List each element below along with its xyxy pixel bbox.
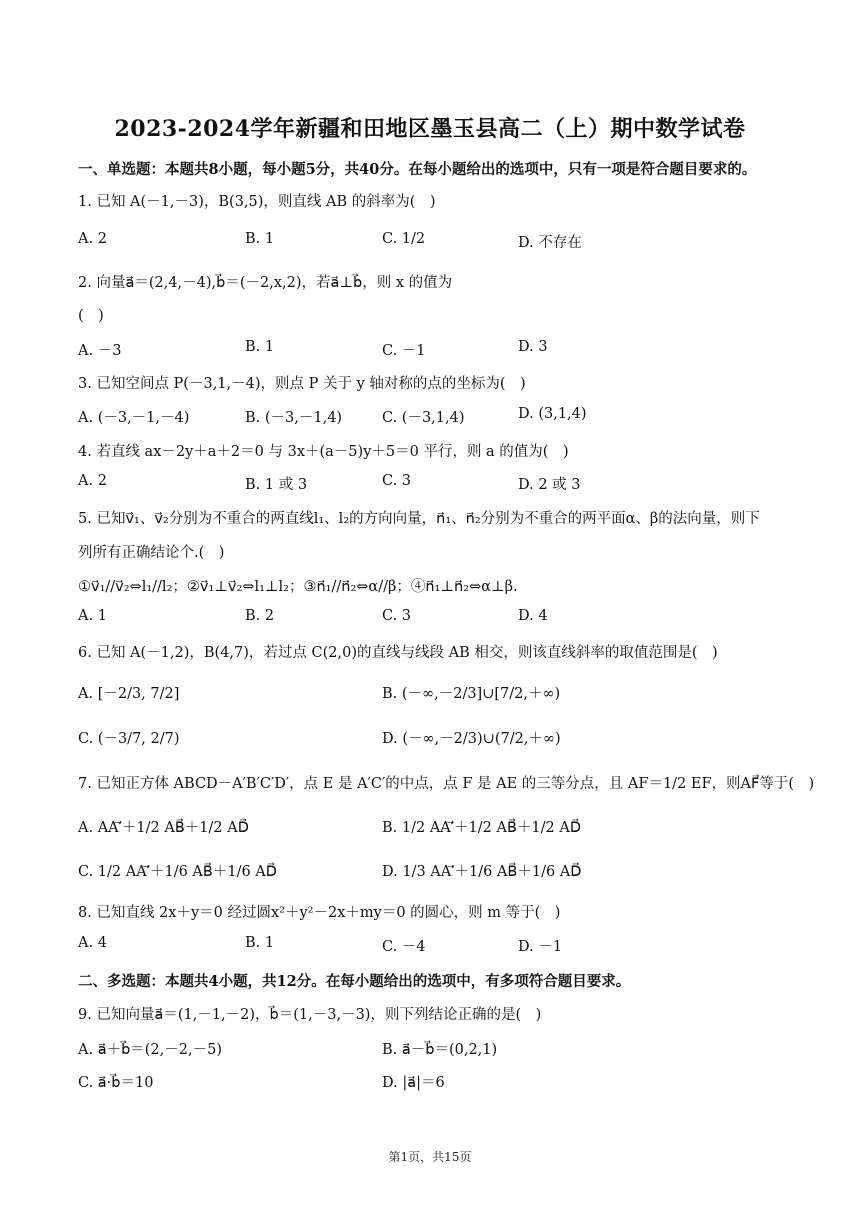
question-7-option-d: D. 1/3 AA′⃗＋1/6 AB⃗＋1/6 AD⃗ <box>382 864 582 880</box>
question-9-option-c: C. a⃗·b⃗＝10 <box>78 1075 154 1091</box>
question-8-option-c: C. －4 <box>382 939 426 955</box>
question-4-stem: 4. 若直线 ax－2y＋a＋2＝0 与 3x＋(a－5)y＋5＝0 平行，则 a 的值为( ) <box>78 444 569 460</box>
section-multiple-choice: 二、多选题：本题共4小题，共12分。在每小题给出的选项中，有多项符合题目要求。 <box>78 973 631 990</box>
question-9-stem: 9. 已知向量a⃗＝(1,－1,－2)，b⃗＝(1,－3,－3)，则下列结论正确的是( ) <box>78 1007 542 1023</box>
question-8-stem: 8. 已知直线 2x＋y＝0 经过圆x²＋y²－2x＋my＝0 的圆心，则 m 等于( ) <box>78 905 561 921</box>
question-2-option-d: D. 3 <box>518 339 548 355</box>
question-8-option-d: D. －1 <box>518 939 563 955</box>
question-4-option-a: A. 2 <box>78 473 107 489</box>
question-4-option-d: D. 2 或 3 <box>518 477 581 493</box>
question-3-stem: 3. 已知空间点 P(－3,1,－4)，则点 P 关于 y 轴对称的点的坐标为( ) <box>78 376 526 392</box>
question-5-option-b: B. 2 <box>245 608 275 624</box>
question-7-option-a: A. AA′⃗＋1/2 AB⃗＋1/2 AD⃗ <box>78 820 249 836</box>
question-2-option-c: C. －1 <box>382 343 426 359</box>
question-4-option-c: C. 3 <box>382 473 412 489</box>
question-5-statements: ①v⃗₁//v⃗₂⇔l₁//l₂；②v⃗₁⊥v⃗₂⇔l₁⊥l₂；③n⃗₁//n⃗₂⇔α//β；④n⃗₁⊥n⃗₂⇔α⊥β. <box>78 579 518 595</box>
question-6-option-d: D. (－∞,－2/3)∪(7/2,＋∞) <box>382 731 561 747</box>
question-5-option-a: A. 1 <box>78 608 107 624</box>
question-9-option-d: D. |a⃗|＝6 <box>382 1075 445 1091</box>
question-5-stem: 5. 已知v⃗₁、v⃗₂分别为不重合的两直线l₁、l₂的方向向量，n⃗₁、n⃗₂分别为不重合的两平面α、β的法向量，则下 <box>78 511 760 527</box>
question-6-option-b: B. (－∞,－2/3]∪[7/2,＋∞) <box>382 686 561 702</box>
question-8-option-b: B. 1 <box>245 935 275 951</box>
question-7-option-c: C. 1/2 AA′⃗＋1/6 AB⃗＋1/6 AD⃗ <box>78 864 277 880</box>
question-1-option-c: C. 1/2 <box>382 231 426 247</box>
question-5-option-d: D. 4 <box>518 608 548 624</box>
question-2-option-b: B. 1 <box>245 339 275 355</box>
question-3-option-b: B. (－3,－1,4) <box>245 410 343 426</box>
question-7-stem: 7. 已知正方体 ABCD－A′B′C′D′，点 E 是 A′C′的中点，点 F 是 AE 的三等分点，且 AF＝1/2 EF，则AF⃗等于( ) <box>78 776 815 792</box>
question-2-stem-cont: ( ) <box>78 308 104 324</box>
question-3-option-a: A. (－3,－1,－4) <box>78 410 190 426</box>
question-2-option-a: A. －3 <box>78 343 122 359</box>
question-4-option-b: B. 1 或 3 <box>245 477 308 493</box>
question-6-stem: 6. 已知 A(－1,2)，B(4,7)，若过点 C(2,0)的直线与线段 AB 相交，则该直线斜率的取值范围是( ) <box>78 645 718 661</box>
question-2-stem: 2. 向量a⃗＝(2,4,－4),b⃗＝(－2,x,2)，若a⃗⊥b⃗，则 x 的值为 <box>78 275 453 291</box>
question-5-option-c: C. 3 <box>382 608 412 624</box>
question-6-option-c: C. (－3/7, 2/7) <box>78 731 180 747</box>
question-1-option-d: D. 不存在 <box>518 235 582 251</box>
question-9-option-b: B. a⃗－b⃗＝(0,2,1) <box>382 1042 498 1058</box>
page-number-footer: 第1页，共15页 <box>388 1150 472 1164</box>
question-9-option-a: A. a⃗＋b⃗＝(2,－2,－5) <box>78 1042 222 1058</box>
question-6-option-a: A. [－2/3, 7/2] <box>78 686 180 702</box>
question-1-stem: 1. 已知 A(－1,－3)，B(3,5)，则直线 AB 的斜率为( ) <box>78 194 436 210</box>
section-single-choice: 一、单选题：本题共8小题，每小题5分，共40分。在每小题给出的选项中，只有一项是符合题目要求的。 <box>78 161 757 178</box>
question-3-option-c: C. (－3,1,4) <box>382 410 465 426</box>
question-1-option-b: B. 1 <box>245 231 275 247</box>
exam-title: 2023-2024学年新疆和田地区墨玉县高二（上）期中数学试卷 <box>114 116 746 142</box>
question-8-option-a: A. 4 <box>78 935 107 951</box>
question-1-option-a: A. 2 <box>78 231 107 247</box>
question-5-stem-cont: 列所有正确结论个.( ) <box>78 545 225 561</box>
question-7-option-b: B. 1/2 AA′⃗＋1/2 AB⃗＋1/2 AD⃗ <box>382 820 581 836</box>
question-3-option-d: D. (3,1,4) <box>518 406 587 422</box>
